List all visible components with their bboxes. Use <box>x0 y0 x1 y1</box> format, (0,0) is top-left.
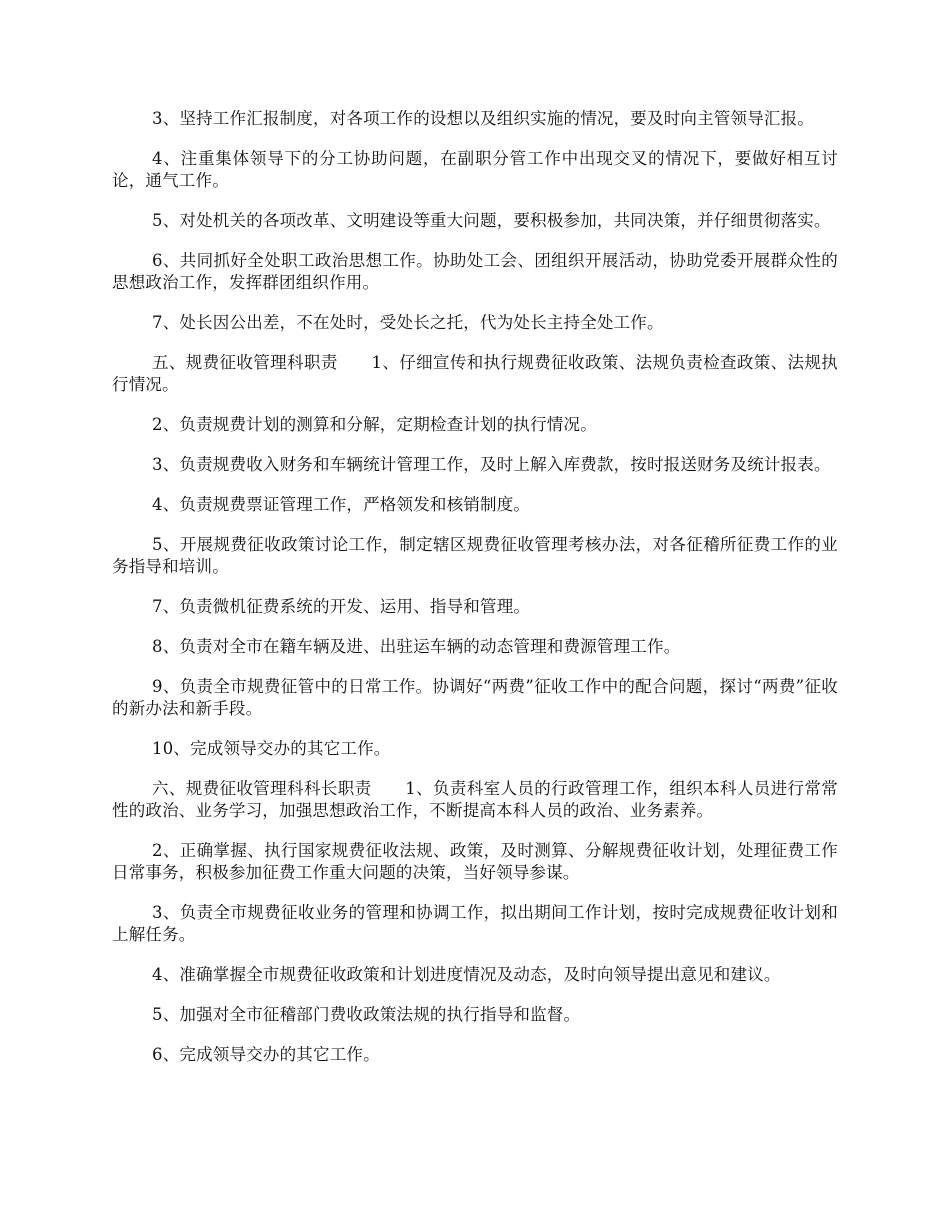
paragraph: 4、准确掌握全市规费征收政策和计划进度情况及动态，及时向领导提出意见和建议。 <box>152 965 781 984</box>
section-heading-paragraph: 五、规费征收管理科职责 1、仔细宣传和执行规费征收政策、法规负责检查政策、法规执行情况。 <box>112 353 838 394</box>
paragraph: 5、开展规费征收政策讨论工作，制定辖区规费征收管理考核办法，对各征稽所征费工作的业务指导和培训。 <box>112 535 838 576</box>
paragraph: 10、完成领导交办的其它工作。 <box>152 739 391 758</box>
paragraph: 2、负责规费计划的测算和分解，定期检查计划的执行情况。 <box>152 415 597 434</box>
paragraph: 3、负责规费收入财务和车辆统计管理工作，及时上解入库费款，按时报送财务及统计报表。 <box>152 455 831 474</box>
paragraph: 8、负责对全市在籍车辆及进、出驻运车辆的动态管理和费源管理工作。 <box>152 637 681 656</box>
paragraph: 5、加强对全市征稽部门费收政策法规的执行指导和监督。 <box>152 1005 581 1024</box>
paragraph: 7、处长因公出差，不在处时，受处长之托，代为处长主持全处工作。 <box>152 313 664 332</box>
paragraph: 7、负责微机征费系统的开发、运用、指导和管理。 <box>152 597 531 616</box>
document-body <box>112 108 838 1066</box>
section-heading-paragraph: 六、规费征收管理科科长职责 1、负责科室人员的行政管理工作，组织本科人员进行常常性的政治、业务学习，加强思想政治工作，不断提高本科人员的政治、业务素养。 <box>112 779 838 820</box>
paragraph: 4、注重集体领导下的分工协助问题，在副职分管工作中出现交叉的情况下，要做好相互讨论，通气工作。 <box>112 149 838 190</box>
paragraph: 6、共同抓好全处职工政治思想工作。协助处工会、团组织开展活动，协助党委开展群众性的思想政治工作，发挥群团组织作用。 <box>112 251 838 292</box>
paragraph: 9、负责全市规费征管中的日常工作。协调好“两费”征收工作中的配合问题，探讨“两费”征收的新办法和新手段。 <box>112 677 838 718</box>
paragraph: 6、完成领导交办的其它工作。 <box>152 1045 380 1064</box>
paragraph: 2、正确掌握、执行国家规费征收法规、政策，及时测算、分解规费征收计划，处理征费工作日常事务，积极参加征费工作重大问题的决策，当好领导参谋。 <box>112 841 838 882</box>
paragraph: 3、负责全市规费征收业务的管理和协调工作，拟出期间工作计划，按时完成规费征收计划和上解任务。 <box>112 903 838 944</box>
paragraph: 4、负责规费票证管理工作，严格领发和核销制度。 <box>152 495 531 514</box>
paragraph: 3、坚持工作汇报制度，对各项工作的设想以及组织实施的情况，要及时向主管领导汇报。 <box>152 109 814 128</box>
paragraph: 5、对处机关的各项改革、文明建设等重大问题，要积极参加，共同决策，并仔细贯彻落实。 <box>152 211 831 230</box>
